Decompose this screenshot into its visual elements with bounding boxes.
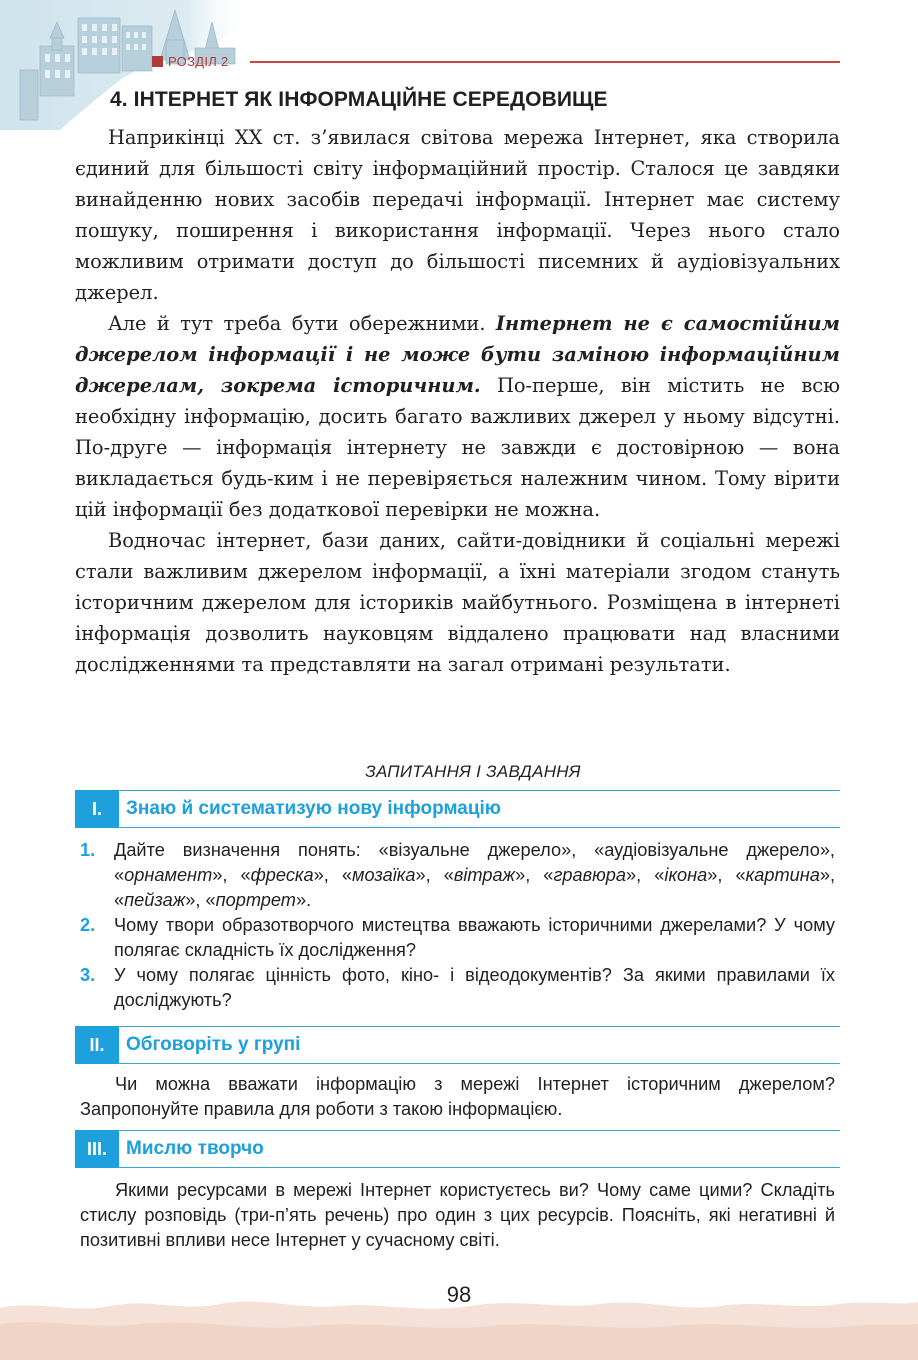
section-label: РОЗДІЛ 2 [168, 53, 229, 69]
term-landscape: пейзаж [124, 890, 186, 910]
question-3 [80, 963, 835, 1013]
task-2-label: Обговоріть у групі [126, 1034, 301, 1055]
question-1-intro: Дайте визначення понять: «візуальне джерело», «аудіовізуальне джерело», « [114, 840, 835, 885]
paragraph-2 [75, 308, 840, 525]
task-3-number: III. [75, 1130, 119, 1168]
term-engraving: гравюра [553, 865, 627, 885]
term-icon: ікона [664, 865, 708, 885]
paragraph-2-start: Але й тут треба бути обережними. [108, 312, 496, 335]
term-mosaic: мозаїка [351, 865, 416, 885]
task-1-bar [75, 790, 840, 828]
section-marker [152, 52, 229, 70]
question-3-text: У чому полягає цінність фото, кіно- і відеодокументів? За якими правилами їх досліджують? [114, 965, 835, 1010]
task-3-bar [75, 1130, 840, 1168]
task-3-text: Якими ресурсами в мережі Інтернет користуєтесь ви? Чому саме цими? Складіть стислу розповідь (три-п’ять речень) про один з цих ресурсів. Поясніть, які негативні й позитивні впливи несе Інтернет у сучасному світі. [80, 1180, 835, 1250]
main-text [75, 122, 840, 680]
question-1-number: 1. [80, 840, 96, 860]
header-rule [250, 61, 840, 63]
paragraph-3: Водночас інтернет, бази даних, сайти-довідники й соціальні мережі стали важливим джерелом інформації, а їхні матеріали згодом стануть історичним джерелом для істориків майбутнього. Розміщена в інтернеті інформація дозволить науковцям віддалено працювати над власними дослідженнями та представляти на загал отримані результати. [75, 529, 840, 676]
lesson-title: 4. ІНТЕРНЕТ ЯК ІНФОРМАЦІЙНЕ СЕРЕДОВИЩЕ [110, 88, 608, 111]
task-2-number: II. [75, 1026, 119, 1064]
task-1-number: I. [75, 790, 119, 828]
task-1-label: Знаю й систематизую нову інформацію [126, 798, 502, 819]
page-number: 98 [446, 1282, 472, 1307]
paragraph-1: Наприкінці XX ст. з’явилася світова мережа Інтернет, яка створила єдиний для більшості світу інформаційний простір. Сталося це завдяки винайденню нових засобів передачі інформації. Інтернет має систему пошуку, поширення і використання інформації. Через нього стало можливим отримати доступ до більшості писемних й аудіовізуальних джерел. [75, 126, 840, 304]
task-3-label: Мислю творчо [126, 1138, 264, 1159]
term-stained-glass: вітраж [453, 865, 516, 885]
paragraph-2-end: По-перше, він містить не всю необхідну інформацію, досить багато важливих джерел у ньому відсутні. По-друге — інформація інтернету не завжди є достовірною — вона викладається будь-ким і не перевіряється належним чином. Тому вірити цій інформації без додаткової перевірки не можна. [75, 374, 840, 521]
term-ornament: орнамент [124, 865, 213, 885]
question-2-text: Чому твори образотворчого мистецтва вважають історичними джерелами? У чому полягає складність їх дослідження? [114, 915, 835, 960]
section-square-icon [152, 56, 163, 67]
term-fresco: фреска [250, 865, 314, 885]
term-portrait: портрет [215, 890, 296, 910]
question-2-number: 2. [80, 915, 96, 935]
paragraph-2-emphasis: Інтернет не є самостійним джерелом інформації і не може бути заміною інформаційним джерелам, зокрема історичним. [75, 312, 840, 397]
question-2 [80, 913, 835, 963]
question-3-number: 3. [80, 965, 96, 985]
question-1 [80, 838, 835, 913]
task-1-questions [80, 838, 835, 1013]
question-1-text: Дайте визначення понять: «візуальне джерело», «аудіовізуальне джерело», «орнамент», «фреска», «мозаїка», «вітраж», «гравюра», «ікона», «картина», «пейзаж», «портрет». [114, 840, 836, 910]
task-2-text: Чи можна вважати інформацію з мережі Інтернет історичним джерелом? Запропонуйте правила для роботи з такою інформацією. [80, 1074, 835, 1119]
questions-heading: ЗАПИТАННЯ І ЗАВДАННЯ [365, 762, 581, 781]
task-2-bar [75, 1026, 840, 1064]
term-painting: картина [745, 865, 820, 885]
